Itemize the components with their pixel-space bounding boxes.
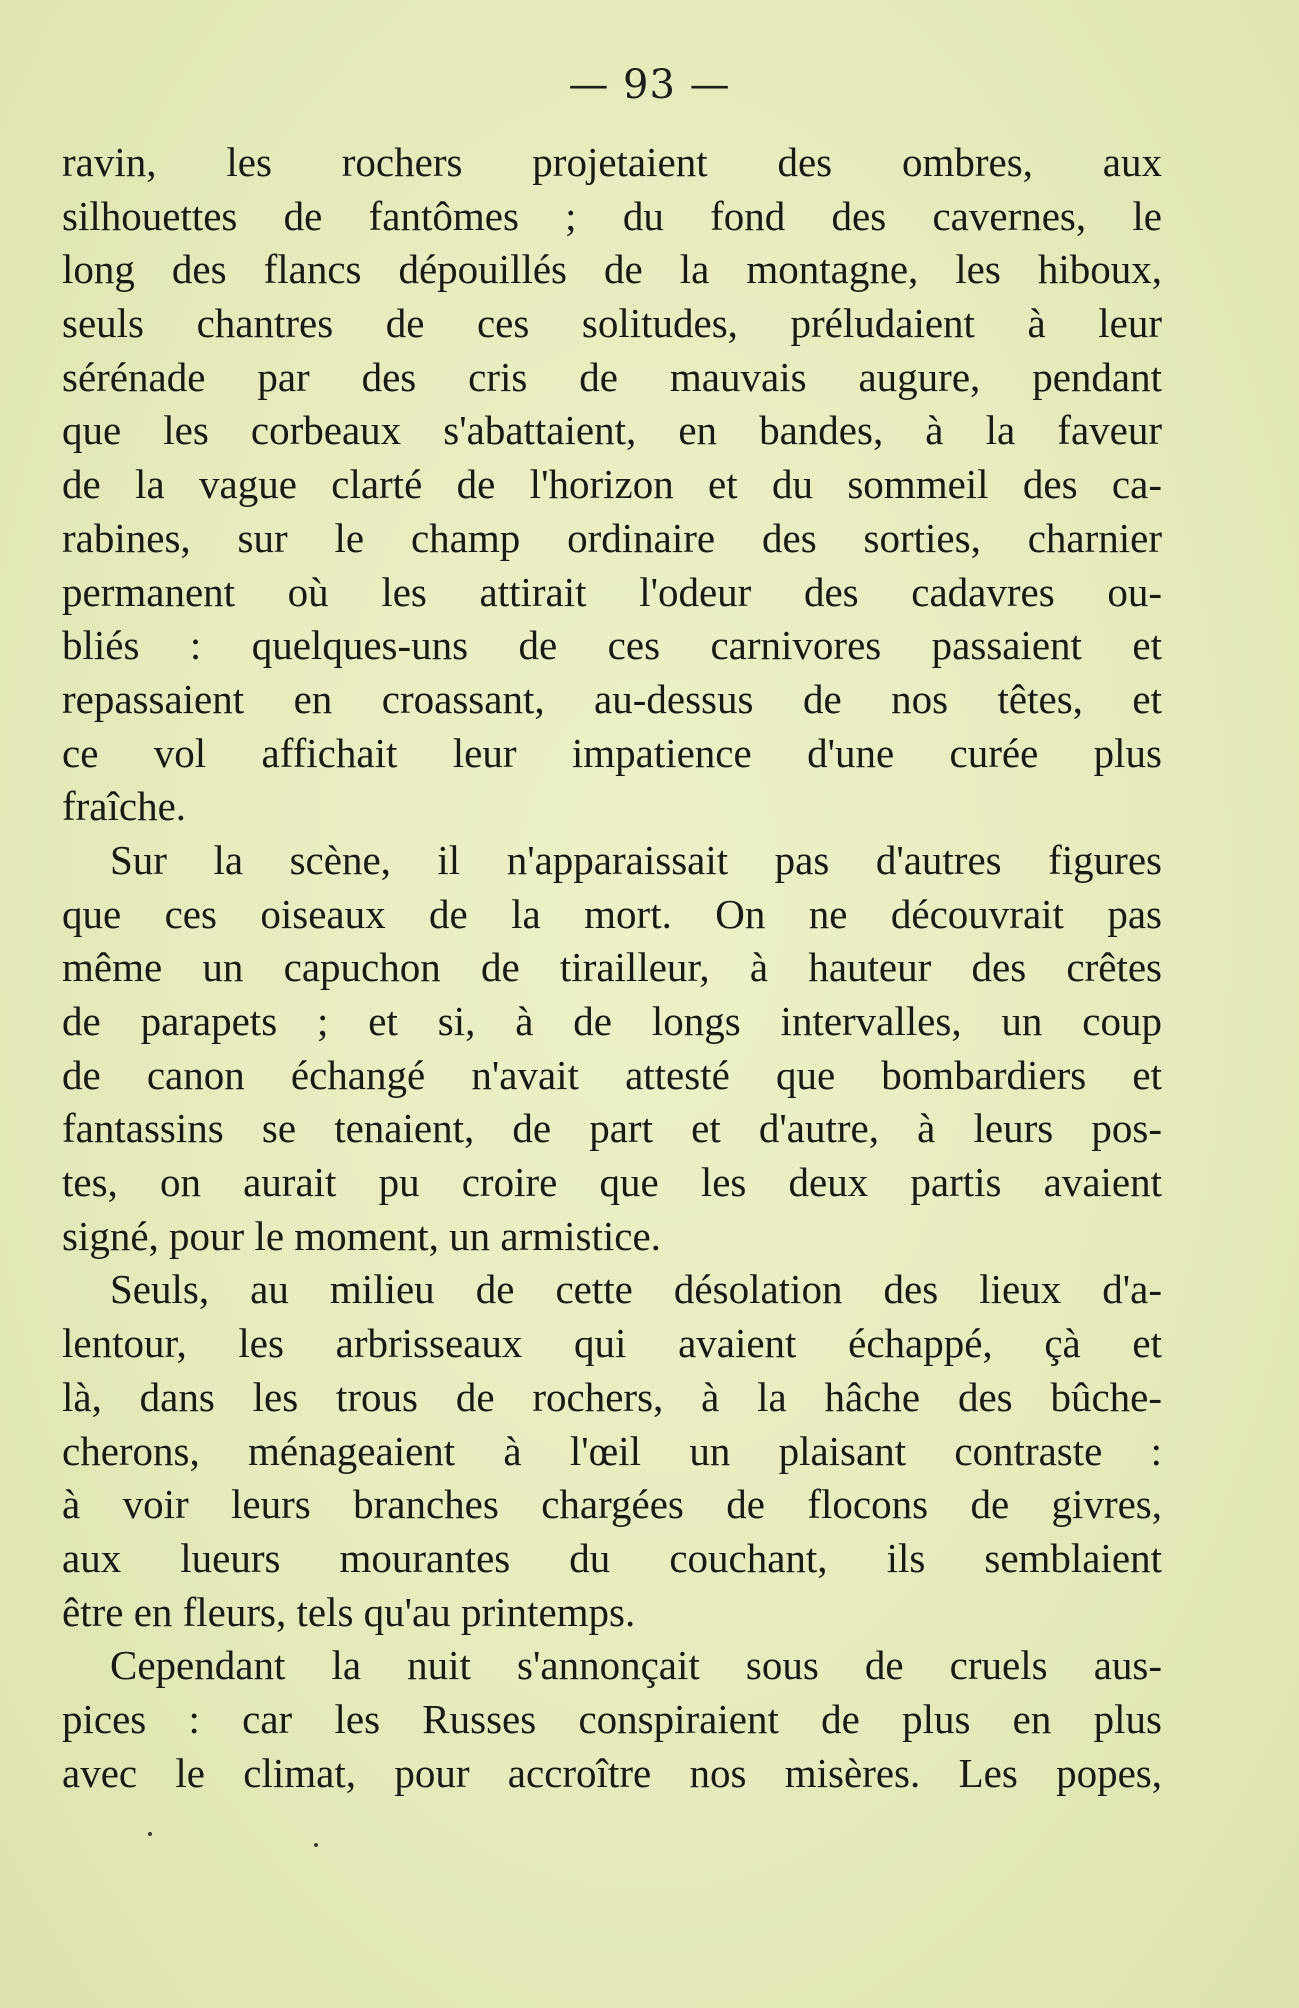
text-line: de parapets ; et si, à de longs intervalles, un coup: [62, 998, 1162, 1044]
text-line: pices : car les Russes conspiraient de plus en plus: [62, 1695, 1162, 1742]
text-line: aux lueurs mourantes du couchant, ils semblaient: [62, 1534, 1162, 1581]
text-line: silhouettes de fantômes ; du fond des cavernes, le: [62, 192, 1162, 239]
text-line: rabines, sur le champ ordinaire des sorties, charnier: [62, 514, 1162, 561]
text-line: que les corbeaux s'abattaient, en bandes, à la faveur: [62, 407, 1162, 454]
ink-speck: [148, 1832, 152, 1836]
text-line: signé, pour le moment, un armistice.: [62, 1212, 661, 1259]
page-number: — 93 —: [568, 62, 731, 108]
text-line: Seuls, au milieu de cette désolation des lieux d'a-: [110, 1266, 1162, 1313]
text-line: à voir leurs branches chargées de flocons de givres,: [62, 1481, 1162, 1528]
text-line: cherons, ménageaient à l'œil un plaisant contraste :: [62, 1427, 1162, 1474]
text-line: permanent où les attirait l'odeur des cadavres ou-: [62, 568, 1162, 615]
text-line: même un capuchon de tirailleur, à hauteur des crêtes: [62, 944, 1162, 991]
text-line: ce vol affichait leur impatience d'une curée plus: [62, 729, 1162, 776]
text-line: fantassins se tenaient, de part et d'autre, à leurs pos-: [62, 1105, 1162, 1152]
text-line: Sur la scène, il n'apparaissait pas d'autres figures: [110, 836, 1162, 883]
text-line: Cependant la nuit s'annonçait sous de cruels aus-: [110, 1642, 1162, 1689]
text-line: avec le climat, pour accroître nos misères. Les popes,: [62, 1749, 1162, 1796]
text-line: tes, on aurait pu croire que les deux partis avaient: [62, 1159, 1162, 1206]
text-line: long des flancs dépouillés de la montagne, les hiboux,: [62, 246, 1162, 293]
text-line: seuls chantres de ces solitudes, préludaient à leur: [62, 300, 1162, 347]
text-line: bliés : quelques-uns de ces carnivores passaient et: [62, 622, 1162, 669]
text-line: lentour, les arbrisseaux qui avaient échappé, çà et: [62, 1320, 1162, 1367]
ink-speck: [314, 1843, 318, 1847]
text-line: ravin, les rochers projetaient des ombres, aux: [62, 139, 1162, 185]
body-text: [62, 136, 1162, 1800]
text-line: de canon échangé n'avait attesté que bombardiers et: [62, 1051, 1162, 1098]
text-line: de la vague clarté de l'horizon et du sommeil des ca-: [62, 461, 1162, 508]
text-line: repassaient en croassant, au-dessus de nos têtes, et: [62, 675, 1162, 722]
text-line: fraîche.: [62, 783, 187, 830]
text-line: là, dans les trous de rochers, à la hâche des bûche-: [62, 1373, 1162, 1420]
text-line: sérénade par des cris de mauvais augure, pendant: [62, 353, 1162, 400]
text-line: que ces oiseaux de la mort. On ne découvrait pas: [62, 890, 1162, 937]
text-line: être en fleurs, tels qu'au printemps.: [62, 1588, 636, 1635]
